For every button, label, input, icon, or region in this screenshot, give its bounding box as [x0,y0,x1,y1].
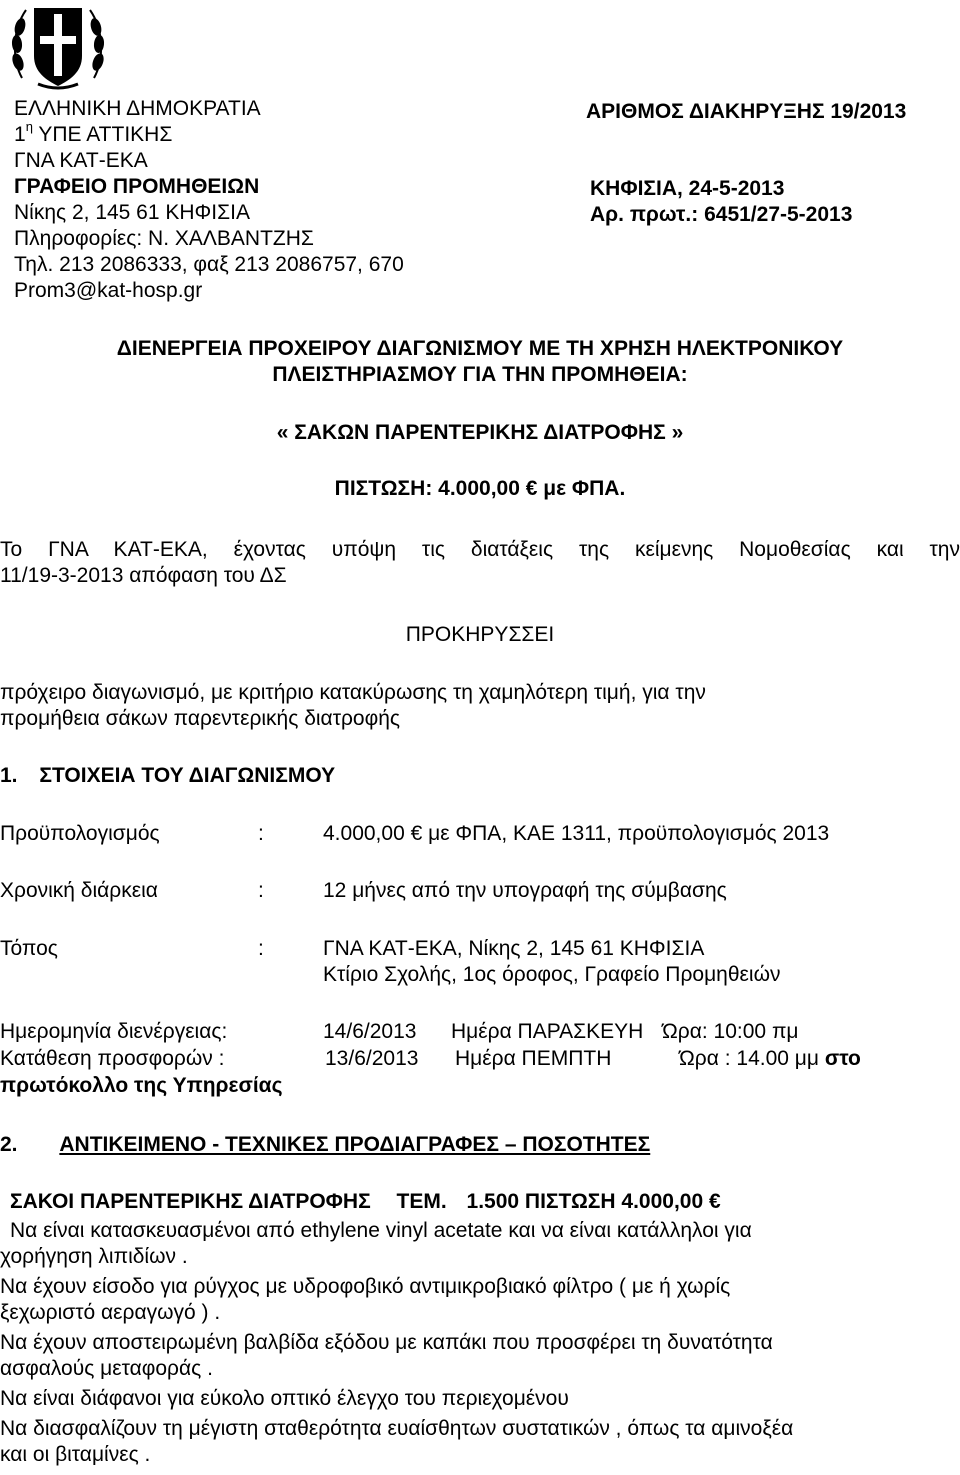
section1-title: ΣΤΟΙΧΕΙΑ ΤΟΥ ΔΙΑΓΩΝΙΣΜΟΥ [39,764,336,787]
spec-2-line1: Να έχουν είσοδο για ρύγχος με υδροφοβικό αντιμικροβιακό φίλτρο ( με ή χωρίς [0,1275,731,1298]
tender-subject: « ΣΑΚΩΝ ΠΑΡΕΝΤΕΡΙΚΗΣ ΔΙΑΤΡΟΦΗΣ » [276,421,684,444]
conduct-time: Ώρα: 10:00 πμ [662,1020,799,1043]
issuer-health-region: $1^\eta$ ΥΠΕ ΑΤΤΙΚΗΣ [14,119,173,146]
place-colon: : [258,937,264,960]
spec-1-line2: χορήγηση λιπιδίων . [0,1245,188,1268]
submission-day: Ημέρα ΠΕΜΠΤΗ [455,1047,612,1070]
spec-5-line1: Να διασφαλίζουν τη μέγιστη σταθερότητα ευαίσθητων συστατικών , όπως τα αμινοξέα [0,1417,794,1440]
budget-value: 4.000,00 € με ΦΠΑ, ΚΑΕ 1311, προϋπολογισμός 2013 [323,822,830,845]
intro-line3: πρόχειρο διαγωνισμό, με κριτήριο κατακύρωσης τη χαμηλότερη τιμή, για την [0,681,706,704]
greek-coat-of-arms-emblem [8,0,108,92]
duration-value: 12 μήνες από την υπογραφή της σύμβασης [323,879,727,902]
section1-heading [0,763,335,789]
spec-3-line2: ασφαλούς μεταφοράς . [0,1357,213,1380]
submission-date: 13/6/2013 [325,1047,419,1070]
protocol-number: Αρ. πρωτ.: 6451/27-5-2013 [590,203,853,226]
issuer-block [14,96,404,304]
issuer-email: Prom3@kat-hosp.gr [14,279,203,302]
spec-1-line1: Να είναι κατασκευασμένοι από ethylene vinyl acetate και να είναι κατάλληλοι για [10,1219,752,1242]
item-row [10,1189,721,1215]
intro-line2: 11/19-3-2013 απόφαση του ΔΣ [0,564,287,587]
submission-where: στο [824,1047,861,1070]
section1-number: 1. [0,764,18,787]
place-and-date: ΚΗΦΙΣΙΑ, 24-5-2013 [590,177,785,200]
issuer-phone-fax: Τηλ. 213 2086333, φαξ 213 2086757, 670 [14,253,404,276]
section2-heading [0,1132,650,1158]
intro-line1: Το ΓΝΑ ΚΑΤ-ΕΚΑ, έχοντας υπόψη τις διατάξεις της κείμενης Νομοθεσίας και την [0,538,960,561]
spec-3-line1: Να έχουν αποστειρωμένη βαλβίδα εξόδου με καπάκι που προσφέρει τη δυνατότητα [0,1331,773,1354]
issuer-contact-person: Πληροφορίες: Ν. ΧΑΛΒΑΝΤΖΗΣ [14,227,314,250]
section2-title: ΑΝΤΙΚΕΙΜΕΝΟ - ΤΕΧΝΙΚΕΣ ΠΡΟΔΙΑΓΡΑΦΕΣ – ΠΟΣΟΤΗΤΕΣ [59,1133,651,1156]
section2-number: 2. [0,1133,18,1156]
issuer-office: ΓΡΑΦΕΙΟ ΠΡΟΜΗΘΕΙΩΝ [14,175,260,198]
submission-where-cont: πρωτόκολλο της Υπηρεσίας [0,1074,283,1097]
conduct-date-label: Ημερομηνία διενέργειας: [0,1020,228,1043]
budget-colon: : [258,822,264,845]
budget-label: Προϋπολογισμός [0,822,160,845]
issuer-hospital: ΓΝΑ ΚΑΤ-ΕΚΑ [14,149,148,172]
conduct-day: Ημέρα ΠΑΡΑΣΚΕΥΗ [451,1020,644,1043]
spec-2-line2: ξεχωριστό αεραγωγό ) . [0,1301,221,1324]
announcement-number: ΑΡΙΘΜΟΣ ΔΙΑΚΗΡΥΞΗΣ 19/2013 [586,100,907,123]
place-value-line2: Κτίριο Σχολής, 1ος όροφος, Γραφείο Προμηθειών [323,963,781,986]
duration-label: Χρονική διάρκεια [0,879,158,902]
document-title-line2: ΠΛΕΙΣΤΗΡΙΑΣΜΟΥ ΓΙΑ ΤΗΝ ΠΡΟΜΗΘΕΙΑ: [272,363,688,386]
spec-5-line2: και οι βιταμίνες . [0,1443,151,1466]
item-unit: ΤΕΜ. [396,1190,447,1213]
place-label: Τόπος [0,937,58,960]
place-value-line1: ΓΝΑ ΚΑΤ-ΕΚΑ, Νίκης 2, 145 61 ΚΗΦΙΣΙΑ [323,937,705,960]
item-name: ΣΑΚΟΙ ΠΑΡΕΝΤΕΡΙΚΗΣ ΔΙΑΤΡΟΦΗΣ [10,1190,371,1213]
submission-label: Κατάθεση προσφορών : [0,1047,225,1070]
issuer-address: Νίκης 2, 145 61 ΚΗΦΙΣΙΑ [14,201,250,224]
proclaims-heading: ΠΡΟΚΗΡΥΣΣΕΙ [405,623,555,646]
duration-colon: : [258,879,264,902]
tender-credit: ΠΙΣΤΩΣΗ: 4.000,00 € με ΦΠΑ. [334,477,626,500]
spec-4: Να είναι διάφανοι για εύκολο οπτικό έλεγχο του περιεχομένου [0,1387,569,1410]
document-title-line1: ΔΙΕΝΕΡΓΕΙΑ ΠΡΟΧΕΙΡΟΥ ΔΙΑΓΩΝΙΣΜΟΥ ΜΕ ΤΗ ΧΡΗΣΗ ΗΛΕΚΤΡΟΝΙΚΟΥ [116,337,844,360]
conduct-date: 14/6/2013 [323,1020,417,1043]
issuer-republic: ΕΛΛΗΝΙΚΗ ΔΗΜΟΚΡΑΤΙΑ [14,97,261,120]
submission-time: Ώρα : 14.00 μμ στο [679,1047,861,1070]
item-quantity-credit: 1.500 ΠΙΣΤΩΣΗ 4.000,00 € [466,1190,721,1213]
intro-line4: προμήθεια σάκων παρεντερικής διατροφής [0,707,401,730]
